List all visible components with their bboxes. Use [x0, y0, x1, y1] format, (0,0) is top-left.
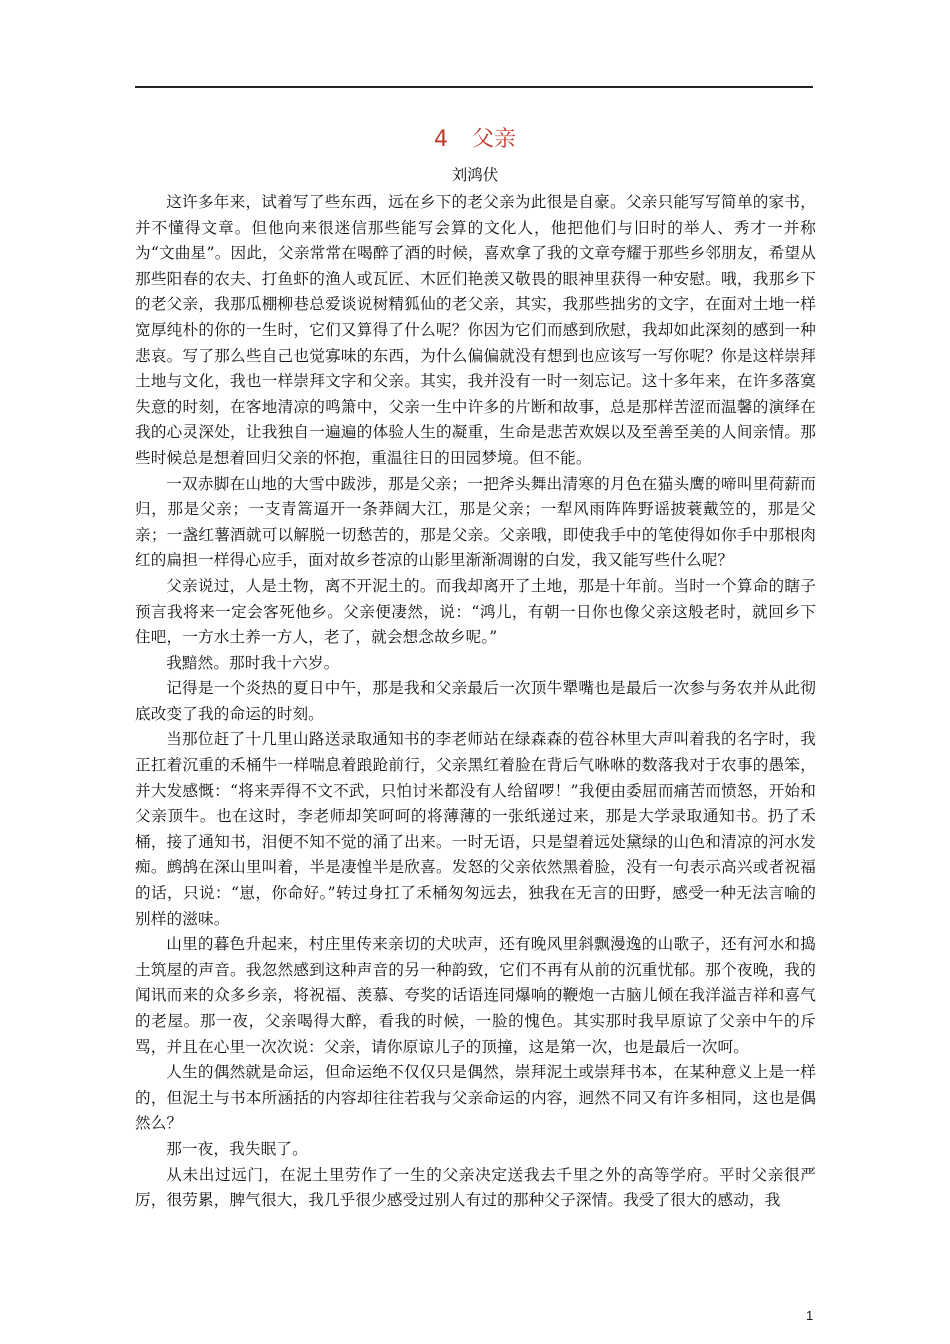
paragraph: 当那位赶了十几里山路送录取通知书的李老师站在绿森森的苞谷林里大声叫着我的名字时，我正扛着沉重的禾桶牛一样喘息着踉跄前行，父亲黑红着脸在背后气咻咻的数落我对于农事的愚笨，并大发感慨：“将来弄得不文不武，只怕讨米都没有人给留啰！”我便由委屈而痛苦而愤怒，开始和父亲顶牛。也在这时，李老师却笑呵呵的将薄薄的一张纸递过来，那是大学录取通知书。扔了禾桶，接了通知书，泪便不知不觉的涌了出来。一时无语，只是望着远处黛绿的山色和清凉的河水发痴。鹧鸪在深山里叫着，半是凄惶半是欣喜。发怒的父亲依然黑着脸，没有一句表示高兴或者祝福的话，只说：“崽，你命好。”转过身扛了禾桶匆匆远去，独我在无言的田野，感受一种无法言喻的别样的滋味。: [135, 730, 816, 928]
paragraph: 记得是一个炎热的夏日中午，那是我和父亲最后一次顶牛犟嘴也是最后一次参与务农并从此彻底改变了我的命运的时刻。: [135, 679, 816, 723]
paragraph: 这许多年来，试着写了些东西，远在乡下的老父亲为此很是自豪。父亲只能写写简单的家书，并不懂得文章。但他向来很迷信那些能写会算的文化人，他把他们与旧时的举人、秀才一并称为“文曲星”。因此，父亲常常在喝醉了酒的时候，喜欢拿了我的文章夸耀于那些乡邻朋友，希望从那些阳春的农夫、打鱼虾的渔人或瓦匠、木匠们艳羡又敬畏的眼神里获得一种安慰。哦，我那乡下的老父亲，我那瓜棚柳巷总爱谈说树精狐仙的老父亲，其实，我那些拙劣的文字，在面对土地一样宽厚纯朴的你的一生时，它们又算得了什么呢？你因为它们而感到欣慰，我却如此深刻的感到一种悲哀。写了那么些自己也觉寡味的东西，为什么偏偏就没有想到也应该写一写你呢？你是这样崇拜土地与文化，我也一样崇拜文字和父亲。其实，我并没有一时一刻忘记。这十多年来，在许多落寞失意的时刻，在客地清凉的鸣箫中，父亲一生中许多的片断和故事，总是那样苦涩而温馨的演绎在我的心灵深处，让我独自一遍遍的体验人生的凝重，生命是悲苦欢娱以及至善至美的人间亲情。那些时候总是想着回归父亲的怀抱，重温往日的田园梦境。但不能。: [135, 193, 816, 467]
paragraph: 从未出过远门，在泥土里劳作了一生的父亲决定送我去千里之外的高等学府。平时父亲很严厉，很劳累，脾气很大，我几乎很少感受过别人有过的那种父子深情。我受了很大的感动，我: [135, 1165, 816, 1210]
author-name: 刘鸿伏: [451, 166, 499, 184]
paragraph: 山里的暮色升起来，村庄里传来亲切的犬吠声，还有晚风里斜飘漫逸的山歌子，还有河水和捣土筑屋的声音。我忽然感到这种声音的另一种韵致，它们不再有从前的沉重忧郁。那个夜晚，我的闻讯而来的众多乡亲，将祝福、羡慕、夸奖的话语连同爆响的鞭炮一古脑儿倾在我洋溢吉祥和喜气的老屋。那一夜，父亲喝得大醉，看我的时候，一脸的愧色。其实那时我早原谅了父亲中午的斥骂，并且在心里一次次说：父亲，请你原谅儿子的顶撞，这是第一次，也是最后一次呵。: [135, 935, 816, 1056]
page-number: 1: [806, 1308, 814, 1323]
paragraph: 那一夜，我失眠了。: [166, 1139, 308, 1158]
article-body: [135, 190, 816, 1214]
paragraph: 人生的偶然就是命运，但命运绝不仅仅只是偶然，崇拜泥土或崇拜书本，在某种意义上是一样的，但泥土与书本所涵括的内容却往往若我与父亲命运的内容，迥然不同又有许多相同，这也是偶然么？: [135, 1063, 816, 1133]
title-number: 4: [433, 127, 448, 152]
paragraph: 父亲说过，人是土物，离不开泥土的。而我却离开了土地，那是十年前。当时一个算命的瞎子预言我将来一定会客死他乡。父亲便凄然，说：“鸿儿，有朝一日你也像父亲这般老时，就回乡下住吧，一方水土养一方人，老了，就会想念故乡呢。”: [135, 576, 816, 647]
title-text: 父亲: [471, 127, 516, 152]
header-rule: [135, 86, 813, 88]
article-title: [0, 122, 950, 153]
paragraph: 我黯然。那时我十六岁。: [166, 653, 340, 672]
paragraph: 一双赤脚在山地的大雪中跋涉，那是父亲；一把斧头舞出清寒的月色在猫头鹰的啼叫里荷薪而归，那是父亲；一支青篙逼开一条莽阔大江，那是父亲；一犁风雨阵阵野谣披蓑戴笠的，那是父亲；一盏红薯酒就可以解脱一切愁苦的，那是父亲。父亲哦，即使我手中的笔使得如你手中那根肉红的扁担一样得心应手，面对故乡苍凉的山影里渐渐凋谢的白发，我又能写些什么呢？: [135, 474, 816, 570]
